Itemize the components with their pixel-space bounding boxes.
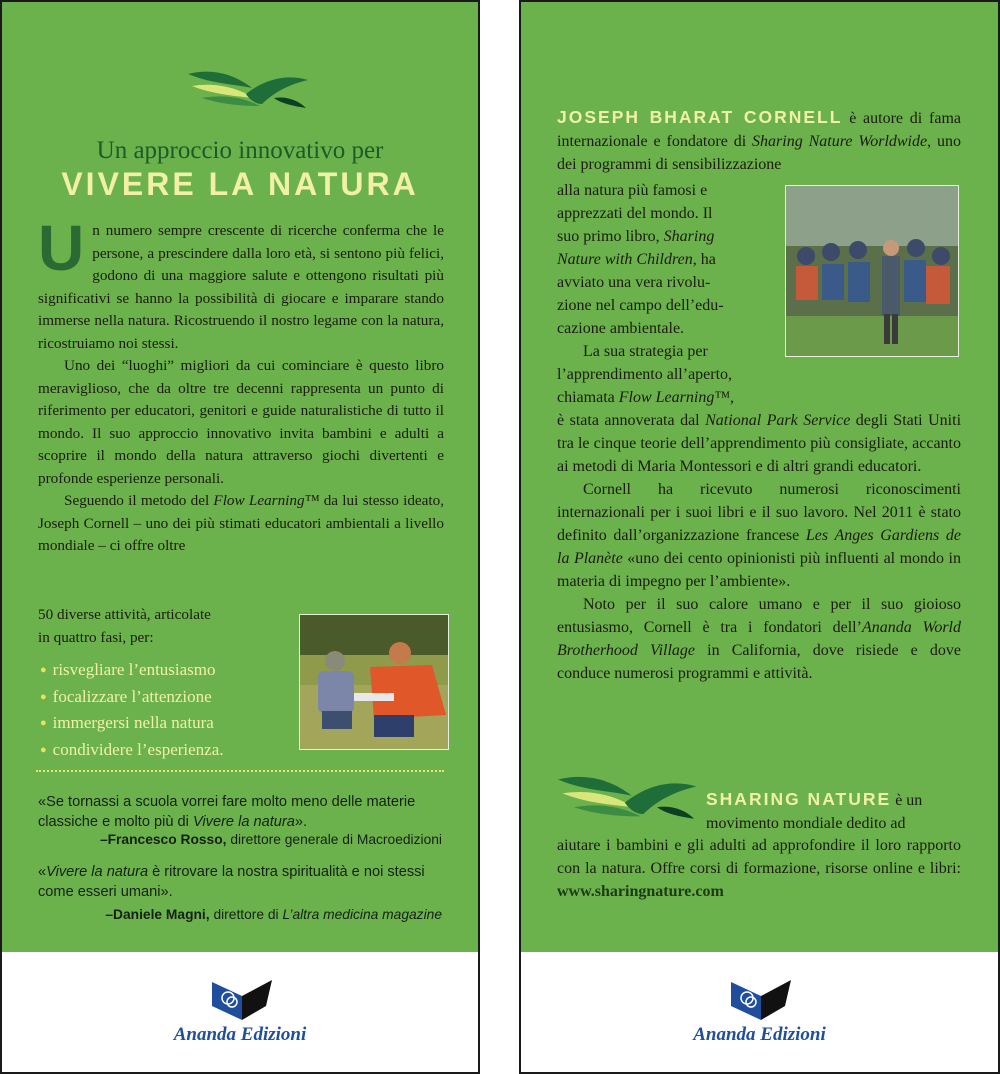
ananda-book-logo-icon: [208, 974, 276, 1022]
list-item: ● risvegliare l’entusiasmo: [40, 658, 224, 685]
dropcap: U: [38, 212, 85, 284]
quote-1-attribution: –Francesco Rosso, direttore generale di Macroedizioni: [99, 832, 442, 847]
quote-2-attribution: –Daniele Magni, direttore di L’altra medicina magazine: [105, 907, 442, 922]
author-name: JOSEPH BHARAT CORNELL: [557, 107, 843, 127]
author-bio-main: è stata annoverata dal National Park Service degli Stati Uniti tra le cinque teorie dell’apprendimento più consigliate, accanto ai metodi di Maria Montessori e di altri grandi educatori. Cornell ha ricevuto numerosi riconoscimenti internazionali per i suoi libri e il suo lavoro. Nel 2011 è stato definito dall’organizzazione francese Les Anges Gardiens de la Planète «uno dei cento opinionisti più influenti al mondo in materia di impegno per l’ambiente». Noto per il suo calore umano e per il suo gioioso entusiasmo, Cornell è tra i fondatori dell’Ananda World Brotherhood Village in California, dove risiede e dove conduce numerosi programmi e attività.: [557, 412, 962, 682]
front-flap: [0, 0, 480, 1074]
title-line-1: Un approccio innovativo per: [96, 137, 384, 164]
intro-text: [38, 212, 444, 558]
divider: [36, 770, 444, 772]
children-reading-photo: [299, 614, 449, 750]
phases-list: [40, 658, 224, 764]
website-link[interactable]: www.sharingnature.com: [557, 883, 724, 900]
quote-1: «Se tornassi a scuola vorrei fare molto meno delle materie classiche e molto più di Vivere la natura».: [38, 794, 416, 830]
author-bio-wrap: alla natura più famosi e apprezzati del mondo. Il suo primo libro, Sharing Nature with Children, ha avviato una vera rivolu- zione nel campo dell’edu- cazione ambientale. La sua strategia per l’apprendimento all’aperto, chiamata Flow Learning™,: [557, 182, 734, 406]
sharing-nature-bird-icon: [551, 768, 701, 828]
sharing-nature-text: aiutare i bambini e gli adulti ad approfondire il loro rapporto con la natura. Offre corsi di formazione, risorse online e libri: www.sharingnature.com: [557, 837, 961, 900]
list-item: ● immergersi nella natura: [40, 711, 224, 738]
ananda-book-logo-icon: [727, 974, 795, 1022]
group-photo: [785, 185, 959, 357]
quote-2: «Vivere la natura è ritrovare la nostra spiritualità e noi stessi come esseri umani».: [38, 864, 425, 900]
publisher-logo-text: Ananda Edizioni: [173, 1024, 307, 1045]
back-flap: [519, 0, 1000, 1074]
flying-bird-logo-icon: [182, 64, 312, 116]
author-bio-intro: JOSEPH BHARAT CORNELL è autore di fama internazionale e fondatore di Sharing Nature Worldwide, uno dei programmi di sensibilizzazione: [557, 107, 962, 173]
paragraph-3: Seguendo il metodo del Flow Learning™ da lui stesso ideato, Joseph Cornell – uno dei più stimati educatori ambientali a livello mondiale – ci offre oltre: [38, 492, 444, 554]
list-item: ● condividere l’esperienza.: [40, 738, 224, 765]
paragraph-3-end: 50 diverse attività, articolate in quattro fasi, per:: [38, 606, 211, 646]
list-item: ● focalizzare l’attenzione: [40, 685, 224, 712]
paragraph-1: n numero sempre crescente di ricerche conferma che le persone, a prescindere dalla loro età, si sentono più felici, godono di una maggiore salute e ottengono risultati più significativi se hanno la possibilità di giocare e imparare stando immerse nella natura. Ricostruendo il nostro legame con la natura, ricostruiamo noi stessi.: [38, 222, 444, 352]
publisher-logo-text: Ananda Edizioni: [693, 1024, 826, 1045]
paragraph-2: Uno dei “luoghi” migliori da cui cominciare è questo libro meraviglioso, che da oltre tre decenni rappresenta un punto di riferimento per educatori, genitori e guide naturalistiche di tutto il mondo. Il suo approccio innovativo invita bambini e adulti a scoprire il mondo della natura attraverso giochi divertenti e profonde esperienze personali.: [38, 357, 444, 487]
sharing-nature-head: SHARING NATURE è un movimento mondiale dedito ad: [706, 789, 923, 832]
title-line-2: VIVERE LA NATURA: [61, 166, 419, 202]
sharing-nature-name: SHARING NATURE: [706, 789, 892, 809]
